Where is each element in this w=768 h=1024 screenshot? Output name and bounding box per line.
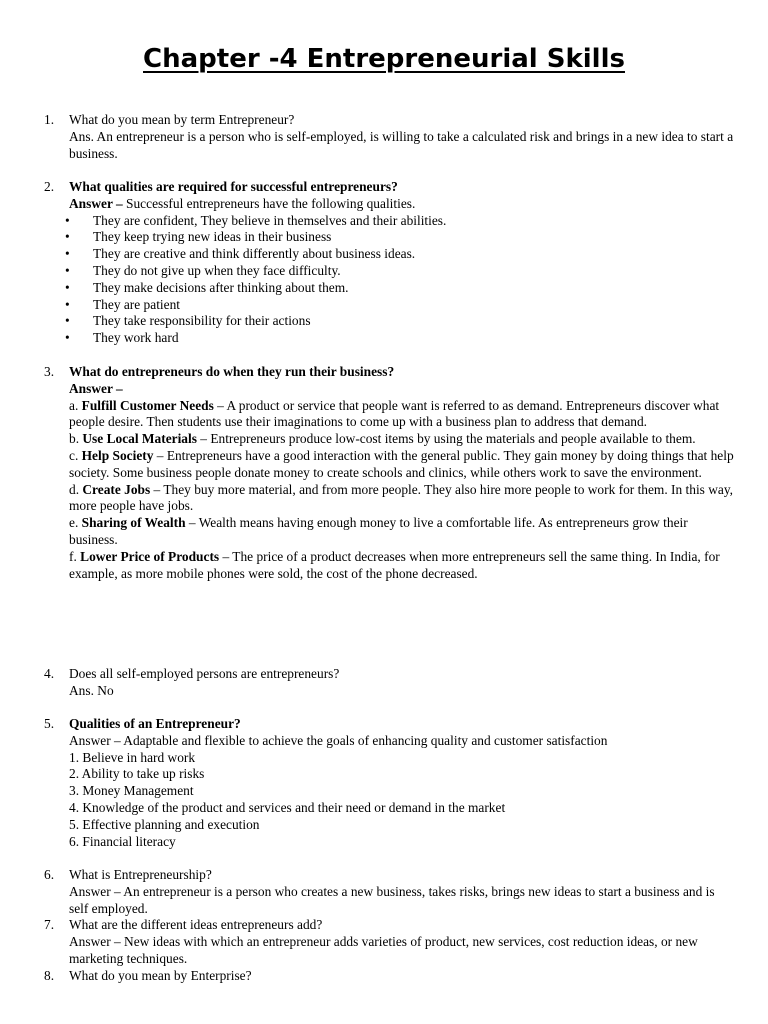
item-label: Help Society <box>81 447 154 463</box>
item-text: – A product or service that people want is referred to as demand. Entrepreneurs discover what people desire. Then students use their imaginations to come up with a business plan to address that demand. <box>69 397 720 430</box>
answer-text: Successful entrepreneurs have the following qualities. <box>122 195 416 211</box>
question-2 <box>44 179 734 347</box>
list-item: 3. Money Management <box>69 783 194 799</box>
answer-item <box>69 398 734 432</box>
question-number: 6. <box>44 867 55 882</box>
item-prefix: b. <box>69 431 83 447</box>
answer-text: Answer – New ideas with which an entrepreneur adds varieties of product, new services, cost reduction ideas, or new marketing techniques. <box>69 933 698 966</box>
item-prefix: f. <box>69 548 81 564</box>
question-text: What do you mean by term Entrepreneur? <box>69 112 295 127</box>
question-3 <box>44 364 734 582</box>
list-item: • They are patient <box>65 297 734 314</box>
item-prefix: a. <box>69 397 82 413</box>
qualities-bullet-list <box>65 213 734 347</box>
item-prefix: c. <box>69 447 82 463</box>
list-item: • They keep trying new ideas in their business <box>65 229 734 246</box>
answer-text: Ans. An entrepreneur is a person who is self-employed, is willing to take a calculated risk and brings in a new idea to start a business. <box>69 128 734 161</box>
question-4 <box>44 666 734 700</box>
answer-text: Ans. No <box>69 682 114 698</box>
answer-item <box>69 482 734 516</box>
answer-item <box>69 431 734 448</box>
item-label: Use Local Materials <box>82 431 197 447</box>
question-5 <box>44 716 734 850</box>
question-6 <box>44 867 734 917</box>
list-item: 5. Effective planning and execution <box>69 816 260 832</box>
answer-text: Answer – Adaptable and flexible to achieve the goals of enhancing quality and customer satisfaction <box>69 732 608 748</box>
item-prefix: d. <box>69 481 83 497</box>
list-item: • They do not give up when they face difficulty. <box>65 263 734 280</box>
question-text: What do you mean by Enterprise? <box>69 968 252 983</box>
list-item: • They are creative and think differently about business ideas. <box>65 246 734 263</box>
answer-item <box>69 515 734 549</box>
question-number: 1. <box>44 112 55 127</box>
answer-text: Answer – An entrepreneur is a person who creates a new business, takes risks, brings new ideas to start a business and is self employed. <box>69 883 715 916</box>
list-item: • They take responsibility for their actions <box>65 313 734 330</box>
item-text: – The price of a product decreases when more entrepreneurs sell the same thing. In India, for example, as more mobile phones were sold, the cost of the phone decreased. <box>69 548 720 581</box>
question-8 <box>44 968 734 985</box>
answer-intro <box>69 196 734 213</box>
question-text: What do entrepreneurs do when they run their business? <box>69 364 395 379</box>
item-text: – Entrepreneurs have a good interaction with the general public. They gain money by doing things that help society. Some business people donate money to create schools and clinics, while others work to save the environment. <box>69 447 734 480</box>
list-item: • They work hard <box>65 330 734 347</box>
item-prefix: e. <box>69 515 82 531</box>
list-item: 4. Knowledge of the product and services and their need or demand in the market <box>69 799 506 815</box>
answer-label: Answer – <box>69 380 123 396</box>
item-label: Lower Price of Products <box>80 548 220 564</box>
answer-label: Answer – <box>69 195 123 211</box>
chapter-title: Chapter -4 Entrepreneurial Skills <box>143 44 625 74</box>
answer-item <box>69 448 734 482</box>
item-label: Sharing of Wealth <box>81 515 186 531</box>
list-item: 1. Believe in hard work <box>69 749 196 765</box>
item-text: – Entrepreneurs produce low-cost items by using the materials and people available to them. <box>196 431 696 447</box>
list-item: 2. Ability to take up risks <box>69 766 205 782</box>
list-item: • They are confident, They believe in themselves and their abilities. <box>65 213 734 230</box>
question-text: What is Entrepreneurship? <box>69 867 212 882</box>
item-text: – Wealth means having enough money to live a comfortable life. As entrepreneurs grow their business. <box>69 515 688 547</box>
question-text: What are the different ideas entrepreneurs add? <box>69 917 323 932</box>
question-text: Qualities of an Entrepreneur? <box>69 716 241 731</box>
question-number: 7. <box>44 917 55 932</box>
question-text: Does all self-employed persons are entrepreneurs? <box>69 666 340 681</box>
question-number: 3. <box>44 364 55 379</box>
item-label: Fulfill Customer Needs <box>81 397 214 413</box>
answer-item <box>69 549 734 583</box>
question-7 <box>44 917 734 967</box>
question-number: 2. <box>44 179 55 194</box>
list-item: • They make decisions after thinking about them. <box>65 280 734 297</box>
list-item: 6. Financial literacy <box>69 833 176 849</box>
question-text: What qualities are required for successful entrepreneurs? <box>69 179 398 194</box>
item-text: – They buy more material, and from more people. They also hire more people to work for them. In this way, more people have jobs. <box>69 481 734 514</box>
item-label: Create Jobs <box>82 481 151 497</box>
question-number: 8. <box>44 968 55 983</box>
question-1 <box>44 112 734 162</box>
question-number: 5. <box>44 716 55 731</box>
question-number: 4. <box>44 666 55 681</box>
